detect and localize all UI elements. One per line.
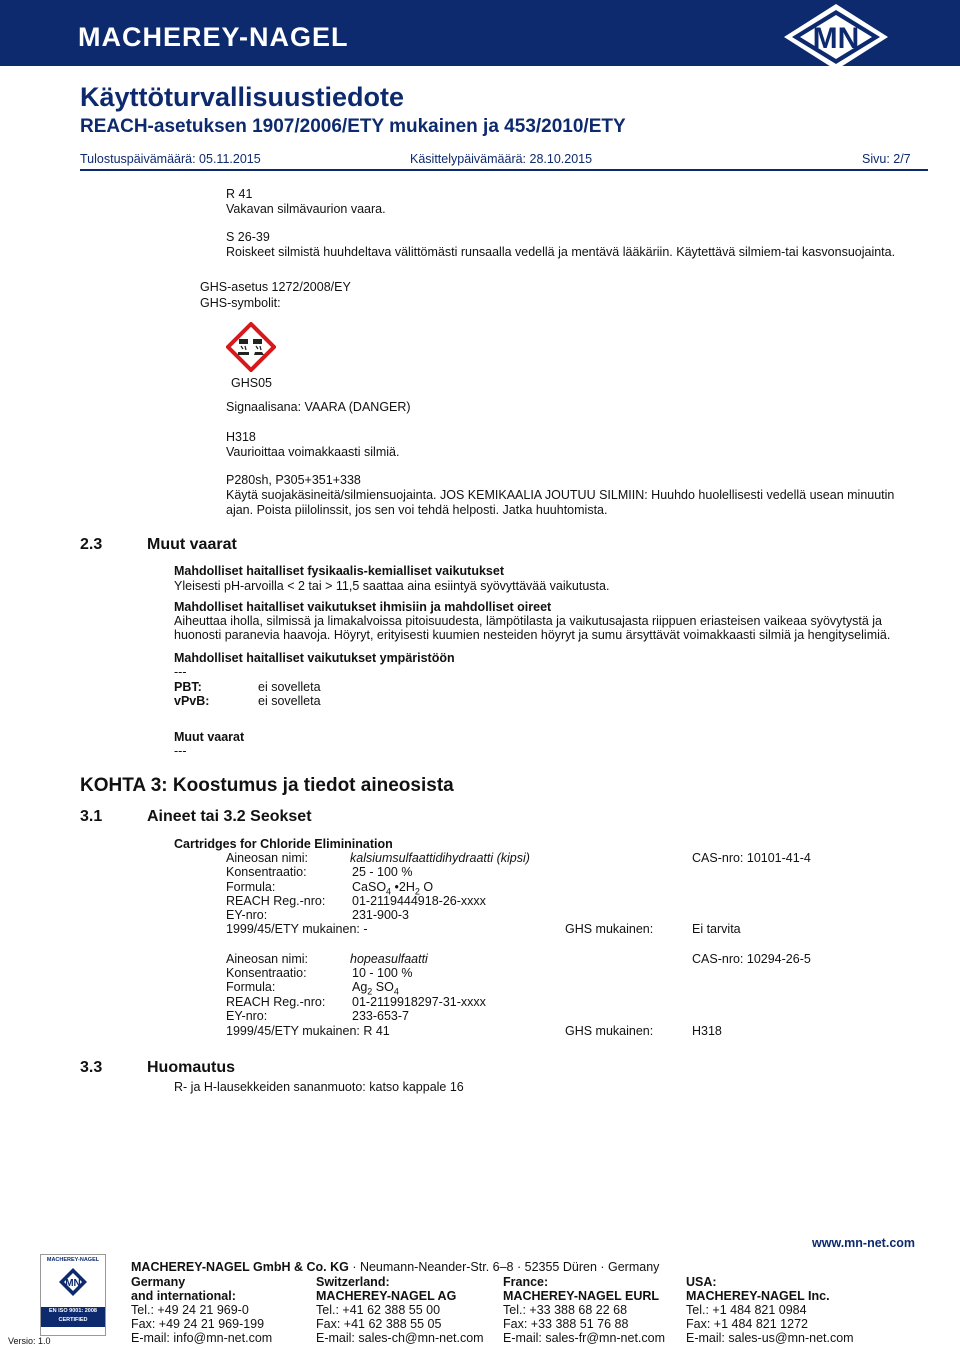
formula-part: CaSO xyxy=(352,880,387,894)
s-code: S 26-39 xyxy=(226,230,270,244)
section-3-heading: KOHTA 3: Koostumus ja tiedot aineosista xyxy=(80,775,454,796)
formula-part: Ag xyxy=(352,980,368,994)
mn-logo-icon xyxy=(780,2,892,72)
footer-us-fax: Fax: +1 484 821 1272 xyxy=(686,1317,808,1331)
human-heading: Mahdolliset haitalliset vaikutukset ihmisiin ja mahdolliset oireet xyxy=(174,600,552,614)
section-2-3-number: 2.3 xyxy=(80,536,103,553)
component-reach: 01-2119918297-31-xxxx xyxy=(352,995,486,1009)
component-name: kalsiumsulfaattidihydraatti (kipsi) xyxy=(350,851,530,865)
brand-name: MACHEREY-NAGEL xyxy=(78,22,349,52)
formula-part: O xyxy=(419,880,434,894)
component-name-label: Aineosan nimi: xyxy=(226,851,308,865)
section-2-3-title: Muut vaarat xyxy=(147,536,237,553)
corrosion-pictogram-icon xyxy=(226,322,276,372)
footer-germany-1: Germany xyxy=(131,1275,186,1289)
human-text-line-2: huonosti paranevia haavoja. Höyryt, erityisesti kuumien nesteiden höyryt ja sumu ärsyttävät voimakkaasti silmiä ja hengityselimiä. xyxy=(174,628,891,642)
process-date: Käsittelypäivämäärä: 28.10.2015 xyxy=(410,152,593,166)
h-code: H318 xyxy=(226,430,256,444)
formula-part: SO xyxy=(372,980,394,994)
formula-part: •2H xyxy=(391,880,415,894)
component-cas: CAS-nro: 10294-26-5 xyxy=(692,952,811,966)
footer-website[interactable]: www.mn-net.com xyxy=(812,1236,916,1250)
document-title: Käyttöturvallisuustiedote xyxy=(80,82,405,112)
page-number: Sivu: 2/7 xyxy=(862,152,911,166)
pbt-value: ei sovelleta xyxy=(258,680,321,694)
component-ghs-label: GHS mukainen: xyxy=(565,1024,654,1038)
formula-subscript: 4 xyxy=(393,986,399,997)
mn-logo-small-icon xyxy=(58,1267,88,1297)
footer-ch-fax: Fax: +41 62 388 55 05 xyxy=(316,1317,442,1331)
section-3-1-number: 3.1 xyxy=(80,808,103,825)
section-3-3-number: 3.3 xyxy=(80,1059,103,1076)
footer-us-2: MACHEREY-NAGEL Inc. xyxy=(686,1289,830,1303)
formula-subscript: 2 xyxy=(367,986,373,997)
h-text: Vaurioittaa voimakkaasti silmiä. xyxy=(226,445,400,459)
component-cas: CAS-nro: 10101-41-4 xyxy=(692,851,811,865)
p-codes: P280sh, P305+351+338 xyxy=(226,473,361,487)
s-text: Roiskeet silmistä huuhdeltava välittömästi runsaalla vedellä ja mentävä lääkäriin. Käytettävä silmiem-tai kasvonsuojainta. xyxy=(226,245,896,259)
print-date: Tulostuspäivämäärä: 05.11.2015 xyxy=(80,152,261,166)
component-name-label: Aineosan nimi: xyxy=(226,952,308,966)
vpvb-value: ei sovelleta xyxy=(258,694,321,708)
footer-ch-mail[interactable]: E-mail: sales-ch@mn-net.com xyxy=(316,1331,484,1345)
footer-fr-tel: Tel.: +33 388 68 22 68 xyxy=(503,1303,628,1317)
component-ghs-label: GHS mukainen: xyxy=(565,922,654,936)
footer-germany-fax: Fax: +49 24 21 969-199 xyxy=(131,1317,265,1331)
component-directive: 1999/45/ETY mukainen: R 41 xyxy=(226,1024,390,1038)
footer-fr-2: MACHEREY-NAGEL EURL xyxy=(503,1289,660,1303)
env-heading: Mahdolliset haitalliset vaikutukset ympäristöön xyxy=(174,651,455,665)
footer-company-line xyxy=(131,1260,659,1275)
component-ghs: Ei tarvita xyxy=(692,922,741,936)
ghs-symbols-label: GHS-symbolit: xyxy=(200,296,281,310)
footer-us-1: USA: xyxy=(686,1275,717,1289)
footer-ch-1: Switzerland: xyxy=(316,1275,390,1289)
r-code: R 41 xyxy=(226,187,253,201)
component-formula-label: Formula: xyxy=(226,880,276,894)
env-dash: --- xyxy=(174,665,187,679)
other-hazards-dash: --- xyxy=(174,744,187,758)
signal-word: Signaalisana: VAARA (DANGER) xyxy=(226,400,411,414)
version-label: Versio: 1.0 xyxy=(8,1336,51,1346)
component-conc-label: Konsentraatio: xyxy=(226,966,307,980)
ghs-regulation: GHS-asetus 1272/2008/EY xyxy=(200,280,351,294)
iso-certificate-badge xyxy=(40,1254,106,1336)
ghs-pictogram-code: GHS05 xyxy=(231,376,272,390)
section-3-3-note: R- ja H-lausekkeiden sananmuoto: katso kappale 16 xyxy=(174,1080,464,1094)
footer-us-tel: Tel.: +1 484 821 0984 xyxy=(686,1303,807,1317)
component-ghs: H318 xyxy=(692,1024,722,1038)
document-subtitle: REACH-asetuksen 1907/2006/ETY mukainen ja 453/2010/ETY xyxy=(80,116,626,137)
p-text-line-1: Käytä suojakäsineitä/silmiensuojainta. JOS KEMIKAALIA JOUTUU SILMIIN: Huuhdo huolellisesti vedellä usean minuutin xyxy=(226,488,895,502)
footer-fr-mail[interactable]: E-mail: sales-fr@mn-net.com xyxy=(503,1331,666,1345)
cert-brand: MACHEREY-NAGEL xyxy=(46,1257,100,1263)
footer-germany-tel: Tel.: +49 24 21 969-0 xyxy=(131,1303,249,1317)
component-name: hopeasulfaatti xyxy=(350,952,428,966)
component-ey-label: EY-nro: xyxy=(226,908,268,922)
component-reach-label: REACH Reg.-nro: xyxy=(226,894,326,908)
footer-company: MACHEREY-NAGEL GmbH & Co. KG xyxy=(131,1260,349,1274)
component-reach-label: REACH Reg.-nro: xyxy=(226,995,326,1009)
logo-text: MN xyxy=(812,22,860,55)
other-hazards-heading: Muut vaarat xyxy=(174,730,245,744)
footer-ch-2: MACHEREY-NAGEL AG xyxy=(316,1289,457,1303)
logo-small-text: MN xyxy=(65,1278,81,1289)
footer-fr-fax: Fax: +33 388 51 76 88 xyxy=(503,1317,629,1331)
component-directive: 1999/45/ETY mukainen: - xyxy=(226,922,368,936)
component-formula-label: Formula: xyxy=(226,980,276,994)
r-text: Vakavan silmävaurion vaara. xyxy=(226,202,386,216)
component-reach: 01-2119444918-26-xxxx xyxy=(352,894,486,908)
physchem-text: Yleisesti pH-arvoilla < 2 tai > 11,5 saattaa aina esiintyä syövyttävää vaikutusta. xyxy=(174,579,610,593)
cert-iso: EN ISO 9001: 2008 xyxy=(48,1308,97,1314)
component-ey: 231-900-3 xyxy=(352,908,409,922)
product-name: Cartridges for Chloride Eliminination xyxy=(174,837,393,851)
formula-subscript: 2 xyxy=(414,886,420,897)
footer-germany-2: and international: xyxy=(131,1289,236,1303)
cert-certified: CERTIFIED xyxy=(58,1317,88,1323)
section-3-3-title: Huomautus xyxy=(147,1059,235,1076)
pbt-label: PBT: xyxy=(174,680,202,694)
footer-address: · Neumann-Neander-Str. 6–8 · 52355 Düren · Germany xyxy=(348,1260,660,1274)
component-conc-label: Konsentraatio: xyxy=(226,865,307,879)
vpvb-label: vPvB: xyxy=(174,694,210,708)
component-conc: 10 - 100 % xyxy=(352,966,413,980)
p-text-line-2: ajan. Poista piilolinssit, jos sen voi tehdä helposti. Jatka huuhtomista. xyxy=(226,503,608,517)
footer-germany-mail[interactable]: E-mail: info@mn-net.com xyxy=(131,1331,273,1345)
footer-us-mail[interactable]: E-mail: sales-us@mn-net.com xyxy=(686,1331,854,1345)
footer-fr-1: France: xyxy=(503,1275,549,1289)
section-3-1-title: Aineet tai 3.2 Seokset xyxy=(147,808,312,825)
physchem-heading: Mahdolliset haitalliset fysikaalis-kemialliset vaikutukset xyxy=(174,564,504,578)
header-rule xyxy=(80,169,928,171)
component-conc: 25 - 100 % xyxy=(352,865,413,879)
component-ey-label: EY-nro: xyxy=(226,1009,268,1023)
footer-ch-tel: Tel.: +41 62 388 55 00 xyxy=(316,1303,441,1317)
human-text-line-1: Aiheuttaa iholla, silmissä ja limakalvoissa pitoisuudesta, lämpötilasta ja vaikutusajasta riippuen eriasteisen vaikeaa syövytystä ja xyxy=(174,614,882,628)
component-ey: 233-653-7 xyxy=(352,1009,409,1023)
formula-subscript: 4 xyxy=(386,886,392,897)
